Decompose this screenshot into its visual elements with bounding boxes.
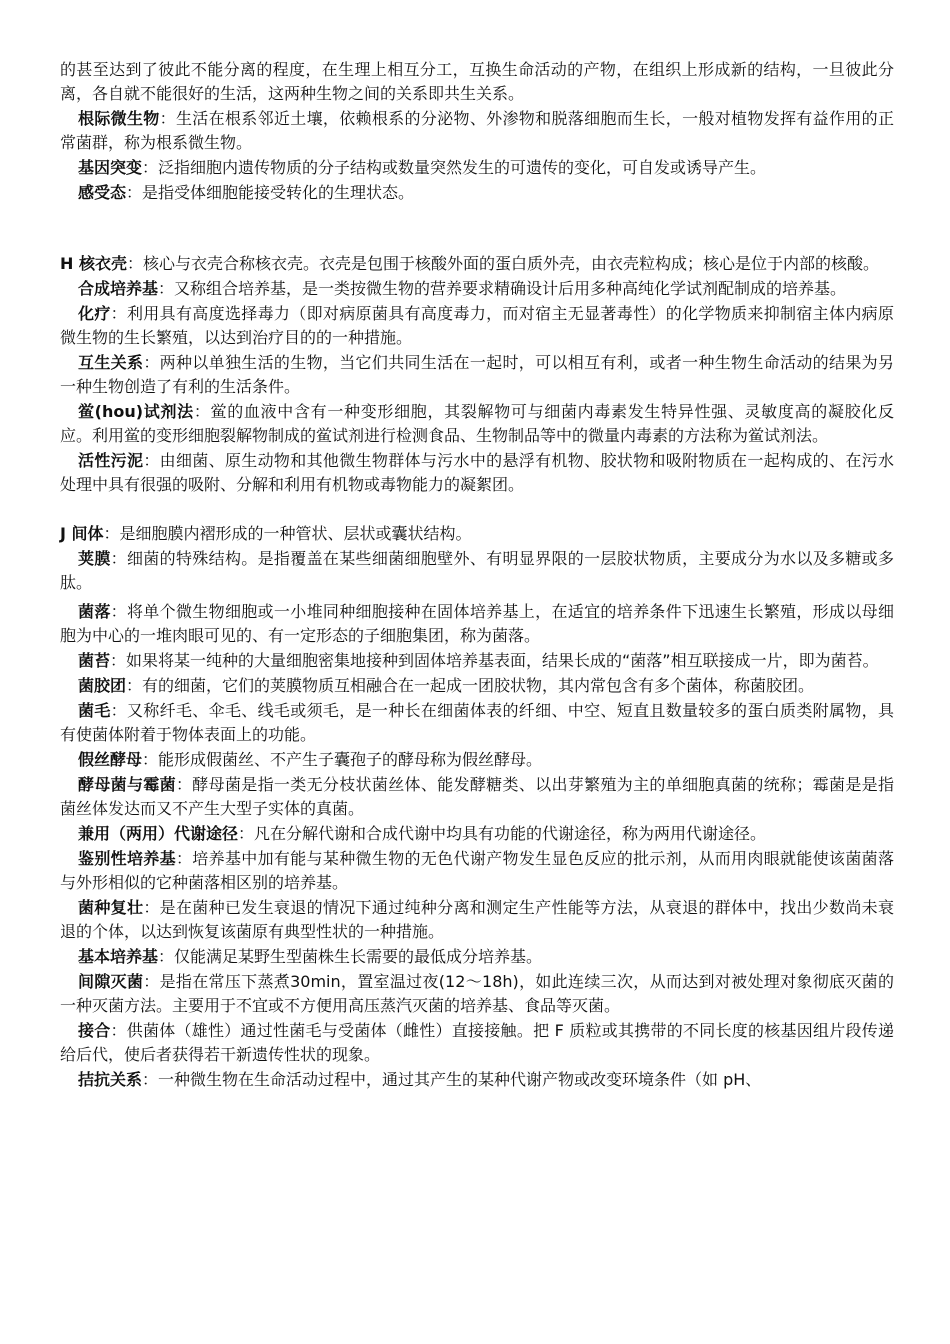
entry-lawn [60,649,894,673]
entry-text: ：能形成假菌丝、不产生子囊孢子的酵母称为假丝酵母。 [142,750,543,769]
entry-term: 根际微生物 [78,109,160,128]
entry-text: ：是指在常压下蒸煮30min，置室温过夜(12～18h)，如此连续三次，从而达到对被处理对象彻底灭菌的一种灭菌方法。主要用于不宜或不方便用高压蒸汽灭菌的培养基、食品等灭菌。 [60,972,894,1015]
entry-nucleocapsid [60,252,894,276]
entry-strain-rejuvenation [60,896,894,944]
entry-text: ：如果将某一纯种的大量细胞密集地接种到固体培养基表面，结果长成的“菌落”相互联接成一片，即为菌苔。 [110,651,879,670]
entry-text: ：泛指细胞内遗传物质的分子结构或数量突然发生的可遗传的变化，可自发或诱导产生。 [142,158,767,177]
entry-term: 间体 [71,524,104,543]
entry-text: ：供菌体（雄性）通过性菌毛与受菌体（雌性）直接接触。把 F 质粒或其携带的不同长度的核基因组片段传递给后代，使后者获得若干新遗传性状的现象。 [60,1021,894,1064]
entry-term: 荚膜 [78,549,111,568]
entry-rhizosphere-microbes [60,107,894,155]
entry-term: 接合 [78,1021,111,1040]
entry-antagonism [60,1068,894,1092]
entry-text: ：又称纤毛、伞毛、线毛或须毛，是一种长在细菌体表的纤细、中空、短直且数量较多的蛋白质类附属物，具有使菌体附着于物体表面上的功能。 [60,701,894,744]
section-gap [60,206,894,252]
entry-text: ：仅能满足某野生型菌株生长需要的最低成分培养基。 [158,947,543,966]
entry-text: ：鲎的血液中含有一种变形细胞，其裂解物可与细菌内毒素发生特异性强、灵敏度高的凝胶化反应。利用鲎的变形细胞裂解物制成的鲎试剂进行检测食品、生物制品等中的微量内毒素的方法称为鲎试剂法。 [60,402,894,445]
entry-text: 的甚至达到了彼此不能分离的程度，在生理上相互分工，互换生命活动的产物，在组织上形成新的结构，一旦彼此分离，各自就不能很好的生活，这两种生物之间的关系即共生关系。 [60,60,894,103]
entry-term: 假丝酵母 [78,750,143,769]
entry-pili [60,699,894,747]
entry-term: 感受态 [78,183,127,202]
entry-term: 拮抗关系 [78,1070,143,1089]
entry-mesosome [60,522,894,546]
entry-term: 菌苔 [78,651,111,670]
section-gap [60,498,894,522]
entry-term: 菌毛 [78,701,111,720]
entry-competence [60,181,894,205]
entry-text: ：是细胞膜内褶形成的一种管状、层状或囊状结构。 [103,524,472,543]
entry-text: ：培养基中加有能与某种微生物的无色代谢产物发生显色反应的批示剂，从而用肉眼就能使该菌菌落与外形相似的它种菌落相区别的培养基。 [60,849,894,892]
entry-yeast-and-mold [60,773,894,821]
entry-term: 菌胶团 [78,676,127,695]
entry-differential-medium [60,847,894,895]
entry-term: 鉴别性培养基 [78,849,176,868]
entry-text: ：两种以单独生活的生物，当它们共同生活在一起时，可以相互有利，或者一种生物生命活动的结果为另一种生物创造了有利的生活条件。 [60,353,894,396]
entry-term: 活性污泥 [78,451,144,470]
entry-tyndallization [60,970,894,1018]
entry-text: ：生活在根系邻近土壤，依赖根系的分泌物、外渗物和脱落细胞而生长，一般对植物发挥有益作用的正常菌群，称为根系微生物。 [60,109,894,152]
entry-limulus-test [60,400,894,448]
entry-term: 间隙灭菌 [78,972,144,991]
entry-text: ：将单个微生物细胞或一小堆同种细胞接种在固体培养基上，在适宜的培养条件下迅速生长繁殖，形成以母细胞为中心的一堆肉眼可见的、有一定形态的子细胞集团，称为菌落。 [60,602,894,645]
entry-text: ：核心与衣壳合称核衣壳。衣壳是包围于核酸外面的蛋白质外壳，由衣壳粒构成；核心是位于内部的核酸。 [126,254,879,273]
document-page [60,58,894,1093]
entry-term: 鲎(hou)试剂法 [78,402,194,421]
entry-text: ：有的细菌，它们的荚膜物质互相融合在一起成一团胶状物，其内常包含有多个菌体，称菌胶团。 [126,676,815,695]
entry-colony [60,600,894,648]
entry-term: 基因突变 [78,158,143,177]
section-letter: H [60,254,79,273]
section-letter: J [60,524,72,543]
entry-amphibolic-pathway [60,822,894,846]
entry-text: ：是在菌种已发生衰退的情况下通过纯种分离和测定生产性能等方法，从衰退的群体中，找出少数尚未衰退的个体，以达到恢复该菌原有典型性状的一种措施。 [60,898,894,941]
entry-text: ：酵母菌是指一类无分枝状菌丝体、能发酵糖类、以出芽繁殖为主的单细胞真菌的统称；霉菌是是指菌丝体发达而又不产生大型子实体的真菌。 [60,775,894,818]
entry-activated-sludge [60,449,894,497]
entry-conjugation [60,1019,894,1067]
entry-chemotherapy [60,302,894,350]
entry-term: 菌落 [78,602,111,621]
entry-mutualism [60,351,894,399]
entry-synthetic-medium [60,277,894,301]
entry-text: ：细菌的特殊结构。是指覆盖在某些细菌细胞壁外、有明显界限的一层胶状物质，主要成分为水以及多糖或多肽。 [60,549,894,592]
entry-term: 菌种复壮 [78,898,144,917]
entry-capsule [60,547,894,595]
entry-gene-mutation [60,156,894,180]
entry-text: ：由细菌、原生动物和其他微生物群体与污水中的悬浮有机物、胶状物和吸附物质在一起构成的、在污水处理中具有很强的吸附、分解和利用有机物或毒物能力的凝絮团。 [60,451,894,494]
entry-zoogloea [60,674,894,698]
entry-term: 酵母菌与霉菌 [78,775,176,794]
entry-text: ：利用具有高度选择毒力（即对病原菌具有高度毒力，而对宿主无显著毒性）的化学物质来抑制宿主体内病原微生物的生长繁殖，以达到治疗目的的一种措施。 [60,304,894,347]
entry-term: 基本培养基 [78,947,159,966]
entry-text: ：又称组合培养基，是一类按微生物的营养要求精确设计后用多种高纯化学试剂配制成的培养基。 [158,279,847,298]
entry-text: ：一种微生物在生命活动过程中，通过其产生的某种代谢产物或改变环境条件（如 pH、 [142,1070,762,1089]
entry-text: ：凡在分解代谢和合成代谢中均具有功能的代谢途径，称为两用代谢途径。 [238,824,767,843]
entry-symbiosis-continuation [60,58,894,106]
entry-term: 兼用（两用）代谢途径 [78,824,239,843]
entry-term: 互生关系 [78,353,144,372]
entry-term: 合成培养基 [78,279,159,298]
entry-text: ：是指受体细胞能接受转化的生理状态。 [126,183,415,202]
entry-term: 核衣壳 [78,254,127,273]
entry-pseudo-yeast [60,748,894,772]
entry-minimal-medium [60,945,894,969]
entry-term: 化疗 [78,304,111,323]
